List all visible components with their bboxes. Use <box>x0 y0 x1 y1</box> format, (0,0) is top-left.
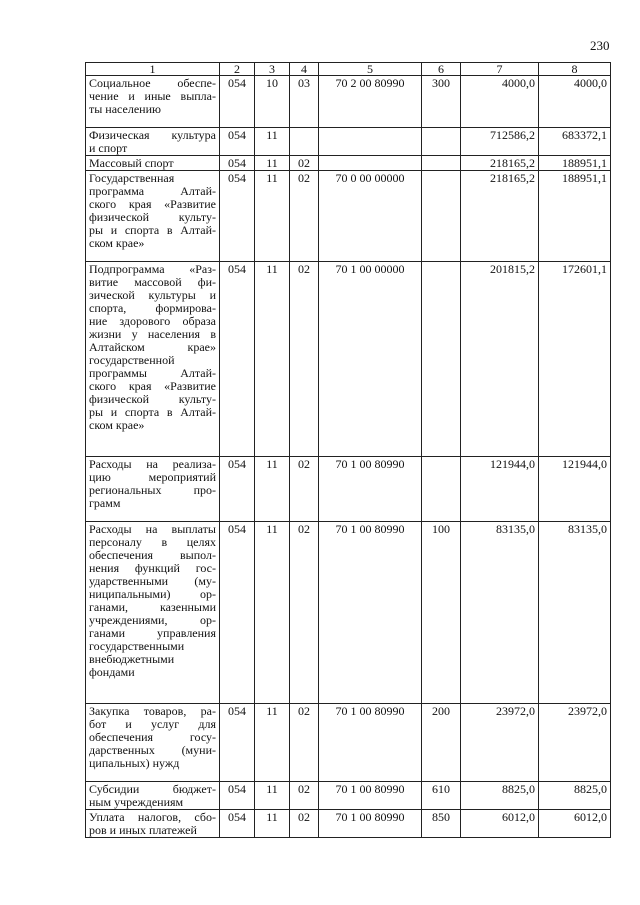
admin-code-cell: 054 <box>220 171 255 262</box>
section-cell: 11 <box>255 171 290 262</box>
row-name-line: Уплата налогов, сбо- <box>89 810 216 824</box>
amount-2018-cell: 4000,0 <box>461 76 539 128</box>
row-name-cell <box>86 156 220 171</box>
subsection-cell: 02 <box>290 171 319 262</box>
row-name-line: ского края «Развитие <box>89 379 216 393</box>
row-name-line: Социальное обеспе- <box>89 76 216 90</box>
admin-code-cell: 054 <box>220 810 255 838</box>
amount-2019-cell: 683372,1 <box>539 128 611 156</box>
row-name-line: чение и иные выпла- <box>89 89 216 103</box>
amount-2018-cell: 712586,2 <box>461 128 539 156</box>
row-name-line: внебюджетными <box>89 652 175 666</box>
row-name-line: витие массовой фи- <box>89 275 216 289</box>
row-name-line: Государственная <box>89 171 175 185</box>
row-name-line: физической культу- <box>89 392 216 406</box>
target-article-cell <box>319 128 422 156</box>
row-name-cell <box>86 782 220 810</box>
page-number: 230 <box>590 38 610 53</box>
target-article-cell: 70 1 00 80990 <box>319 457 422 522</box>
row-name-line: ского края «Развитие <box>89 197 216 211</box>
row-name-line: фондами <box>89 665 135 679</box>
table-row <box>86 782 611 810</box>
table-row <box>86 171 611 262</box>
row-name-line: ганами, казенными <box>89 600 216 614</box>
row-name-line: ударственными (му- <box>89 574 216 588</box>
row-name-cell <box>86 171 220 262</box>
subsection-cell: 02 <box>290 457 319 522</box>
column-header: 1 <box>86 63 220 76</box>
row-name-line: ров и иных платежей <box>89 823 197 837</box>
row-name-cell <box>86 810 220 838</box>
table-row <box>86 76 611 128</box>
row-name-cell <box>86 457 220 522</box>
admin-code-cell: 054 <box>220 262 255 457</box>
table-row <box>86 262 611 457</box>
amount-2018-cell: 8825,0 <box>461 782 539 810</box>
admin-code-cell: 054 <box>220 76 255 128</box>
row-name-line: государственными <box>89 639 185 653</box>
amount-2018-cell: 23972,0 <box>461 704 539 782</box>
target-article-cell: 70 1 00 80990 <box>319 810 422 838</box>
row-name-cell <box>86 704 220 782</box>
subsection-cell: 02 <box>290 262 319 457</box>
column-header: 2 <box>220 63 255 76</box>
row-name-line: ным учреждениям <box>89 795 184 809</box>
row-name-line: нения функций гос- <box>89 561 216 575</box>
amount-2019-cell: 23972,0 <box>539 704 611 782</box>
admin-code-cell: 054 <box>220 128 255 156</box>
table-row <box>86 810 611 838</box>
table-row <box>86 156 611 171</box>
amount-2018-cell: 6012,0 <box>461 810 539 838</box>
row-name-line: Расходы на выплаты <box>89 522 216 536</box>
subsection-cell <box>290 128 319 156</box>
column-header: 4 <box>290 63 319 76</box>
amount-2019-cell: 121944,0 <box>539 457 611 522</box>
row-name-cell <box>86 76 220 128</box>
row-name-line: ты населению <box>89 102 161 116</box>
column-header: 7 <box>461 63 539 76</box>
subsection-cell: 02 <box>290 704 319 782</box>
amount-2018-cell: 218165,2 <box>461 171 539 262</box>
table-row <box>86 457 611 522</box>
amount-2019-cell: 6012,0 <box>539 810 611 838</box>
amount-2018-cell: 201815,2 <box>461 262 539 457</box>
expense-type-cell: 200 <box>422 704 461 782</box>
expense-type-cell: 610 <box>422 782 461 810</box>
row-name-line: Расходы на реализа- <box>89 457 216 471</box>
admin-code-cell: 054 <box>220 457 255 522</box>
row-name-line: Массовый спорт <box>89 156 174 170</box>
row-name-line: Субсидии бюджет- <box>89 782 216 796</box>
table-row <box>86 128 611 156</box>
amount-2019-cell: 8825,0 <box>539 782 611 810</box>
row-name-line: региональных про- <box>89 483 216 497</box>
admin-code-cell: 054 <box>220 522 255 704</box>
target-article-cell: 70 1 00 80990 <box>319 782 422 810</box>
expense-type-cell: 100 <box>422 522 461 704</box>
table-row <box>86 522 611 704</box>
column-header: 8 <box>539 63 611 76</box>
row-name-line: ры и спорта в Алтай- <box>89 223 216 237</box>
amount-2019-cell: 4000,0 <box>539 76 611 128</box>
row-name-line: и спорт <box>89 141 128 155</box>
column-header: 6 <box>422 63 461 76</box>
amount-2018-cell: 218165,2 <box>461 156 539 171</box>
row-name-line: ципальных) нужд <box>89 756 180 770</box>
subsection-cell: 03 <box>290 76 319 128</box>
row-name-line: спорта, формирова- <box>89 301 216 315</box>
row-name-line: обеспечения госу- <box>89 730 216 744</box>
row-name-line: обеспечения выпол- <box>89 548 216 562</box>
section-cell: 11 <box>255 156 290 171</box>
target-article-cell: 70 1 00 00000 <box>319 262 422 457</box>
row-name-line: Алтайском крае» <box>89 340 216 354</box>
section-cell: 10 <box>255 76 290 128</box>
expense-type-cell <box>422 457 461 522</box>
amount-2019-cell: 172601,1 <box>539 262 611 457</box>
section-cell: 11 <box>255 522 290 704</box>
row-name-line: учреждениями, ор- <box>89 613 216 627</box>
amount-2019-cell: 188951,1 <box>539 156 611 171</box>
subsection-cell: 02 <box>290 782 319 810</box>
row-name-line: программы Алтай- <box>89 366 216 380</box>
target-article-cell: 70 1 00 80990 <box>319 704 422 782</box>
row-name-line: Подпрограмма «Раз- <box>89 262 216 276</box>
section-cell: 11 <box>255 262 290 457</box>
row-name-line: ганами управления <box>89 626 216 640</box>
amount-2019-cell: 188951,1 <box>539 171 611 262</box>
expense-type-cell: 850 <box>422 810 461 838</box>
row-name-line: ском крае» <box>89 236 145 250</box>
budget-table <box>85 62 611 838</box>
row-name-line: цию мероприятий <box>89 470 216 484</box>
column-header: 3 <box>255 63 290 76</box>
row-name-line: дарственных (муни- <box>89 743 216 757</box>
section-cell: 11 <box>255 457 290 522</box>
subsection-cell: 02 <box>290 810 319 838</box>
row-name-line: государственной <box>89 353 175 367</box>
expense-type-cell <box>422 262 461 457</box>
target-article-cell: 70 1 00 80990 <box>319 522 422 704</box>
row-name-line: Закупка товаров, ра- <box>89 704 216 718</box>
target-article-cell: 70 2 00 80990 <box>319 76 422 128</box>
admin-code-cell: 054 <box>220 782 255 810</box>
row-name-line: физической культу- <box>89 210 216 224</box>
amount-2018-cell: 83135,0 <box>461 522 539 704</box>
row-name-line: Физическая культура <box>89 128 216 142</box>
row-name-line: ры и спорта в Алтай- <box>89 405 216 419</box>
amount-2018-cell: 121944,0 <box>461 457 539 522</box>
subsection-cell: 02 <box>290 522 319 704</box>
expense-type-cell <box>422 128 461 156</box>
section-cell: 11 <box>255 782 290 810</box>
row-name-cell <box>86 262 220 457</box>
row-name-line: ние здорового образа <box>89 314 216 328</box>
row-name-line: программа Алтай- <box>89 184 216 198</box>
row-name-cell <box>86 128 220 156</box>
subsection-cell: 02 <box>290 156 319 171</box>
expense-type-cell: 300 <box>422 76 461 128</box>
section-cell: 11 <box>255 810 290 838</box>
row-name-line: жизни у населения в <box>89 327 216 341</box>
admin-code-cell: 054 <box>220 156 255 171</box>
header-row <box>86 63 611 76</box>
target-article-cell <box>319 156 422 171</box>
amount-2019-cell: 83135,0 <box>539 522 611 704</box>
expense-type-cell <box>422 171 461 262</box>
row-name-line: персоналу в целях <box>89 535 216 549</box>
row-name-line: ниципальными) ор- <box>89 587 216 601</box>
row-name-line: зической культуры и <box>89 288 216 302</box>
expense-type-cell <box>422 156 461 171</box>
column-header: 5 <box>319 63 422 76</box>
admin-code-cell: 054 <box>220 704 255 782</box>
section-cell: 11 <box>255 128 290 156</box>
row-name-line: ском крае» <box>89 418 145 432</box>
row-name-line: бот и услуг для <box>89 717 216 731</box>
row-name-line: грамм <box>89 496 121 510</box>
table-row <box>86 704 611 782</box>
section-cell: 11 <box>255 704 290 782</box>
target-article-cell: 70 0 00 00000 <box>319 171 422 262</box>
row-name-cell <box>86 522 220 704</box>
